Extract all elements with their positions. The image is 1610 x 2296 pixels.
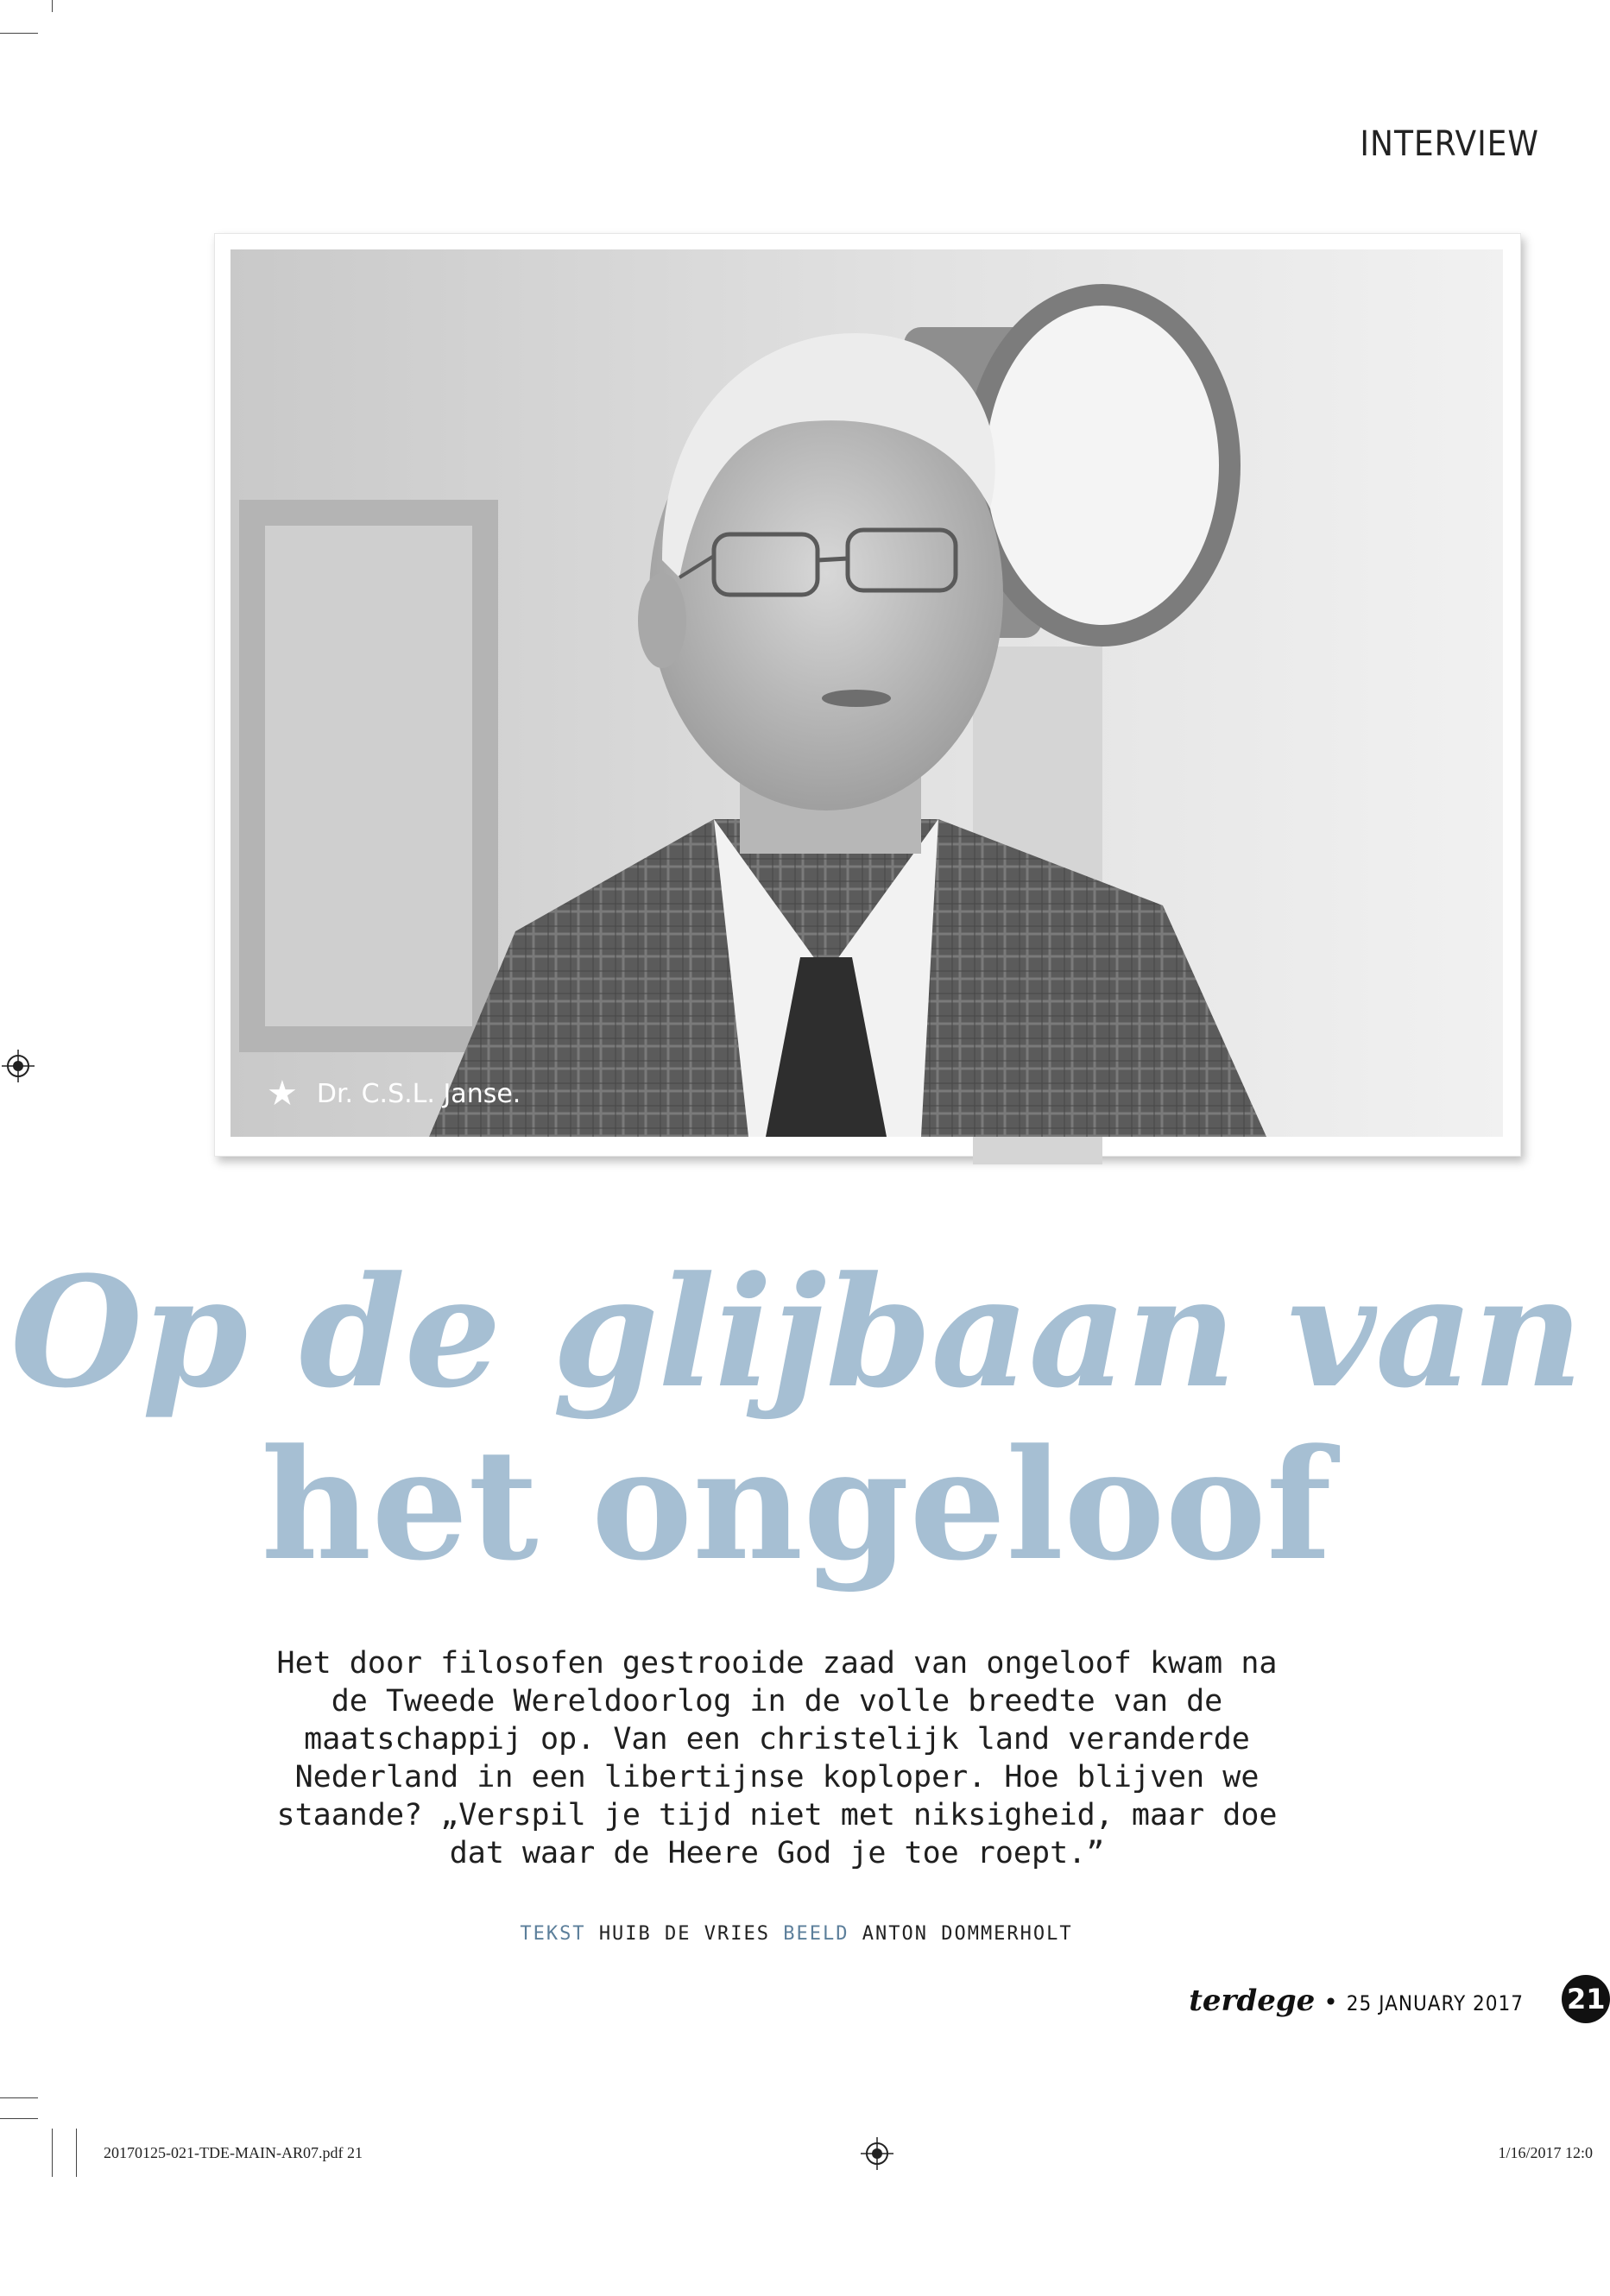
registration-mark-icon [861, 2137, 893, 2170]
crop-mark [0, 33, 38, 34]
magazine-brand: terdege [1189, 1984, 1316, 2018]
portrait-photo [230, 249, 1503, 1137]
crop-mark [0, 2118, 38, 2119]
image-credit-author: ANTON DOMMERHOLT [862, 1923, 1073, 1945]
portrait-illustration [230, 249, 1503, 1137]
page-number-badge: 21 [1562, 1975, 1610, 2023]
caption-text: Dr. C.S.L. Janse. [316, 1078, 521, 1109]
crop-mark [0, 2097, 38, 2098]
text-credit-author: HUIB DE VRIES [598, 1923, 770, 1945]
headline-line-1: Op de glijbaan van [9, 1243, 1583, 1422]
crop-mark [52, 2129, 53, 2177]
issue-date: 25 JANUARY 2017 [1346, 1991, 1524, 2015]
page-footer [1189, 1984, 1524, 2018]
footer-separator: • [1323, 1988, 1338, 2016]
article-credits [0, 1923, 1593, 1945]
print-slug-timestamp: 1/16/2017 12:0 [1498, 2144, 1593, 2161]
print-slug-file: 20170125-021-TDE-MAIN-AR07.pdf 21 [104, 2144, 363, 2161]
headline-line-2: het ongeloof [261, 1416, 1332, 1594]
photo-frame [214, 233, 1521, 1157]
crop-mark [52, 0, 53, 12]
crop-mark [76, 2129, 77, 2177]
image-credit-label: BEELD [783, 1923, 849, 1945]
photo-caption [267, 1076, 521, 1111]
registration-mark-icon [2, 1050, 35, 1082]
star-icon: ★ [267, 1074, 298, 1113]
section-label: INTERVIEW [1360, 124, 1539, 164]
text-credit-label: TEKST [520, 1923, 586, 1945]
intro-paragraph: Het door filosofen gestrooide zaad van ongeloof kwam na de Tweede Wereldoorlog in de volle breedte van de maatschappij op. Van een christelijk land veranderde Nederland in een libertijnse koploper. Hoe blijven we staande? „Verspil je tijd niet met niksigheid, maar doe dat waar de Heere God je toe roept.” [276, 1646, 1278, 1870]
